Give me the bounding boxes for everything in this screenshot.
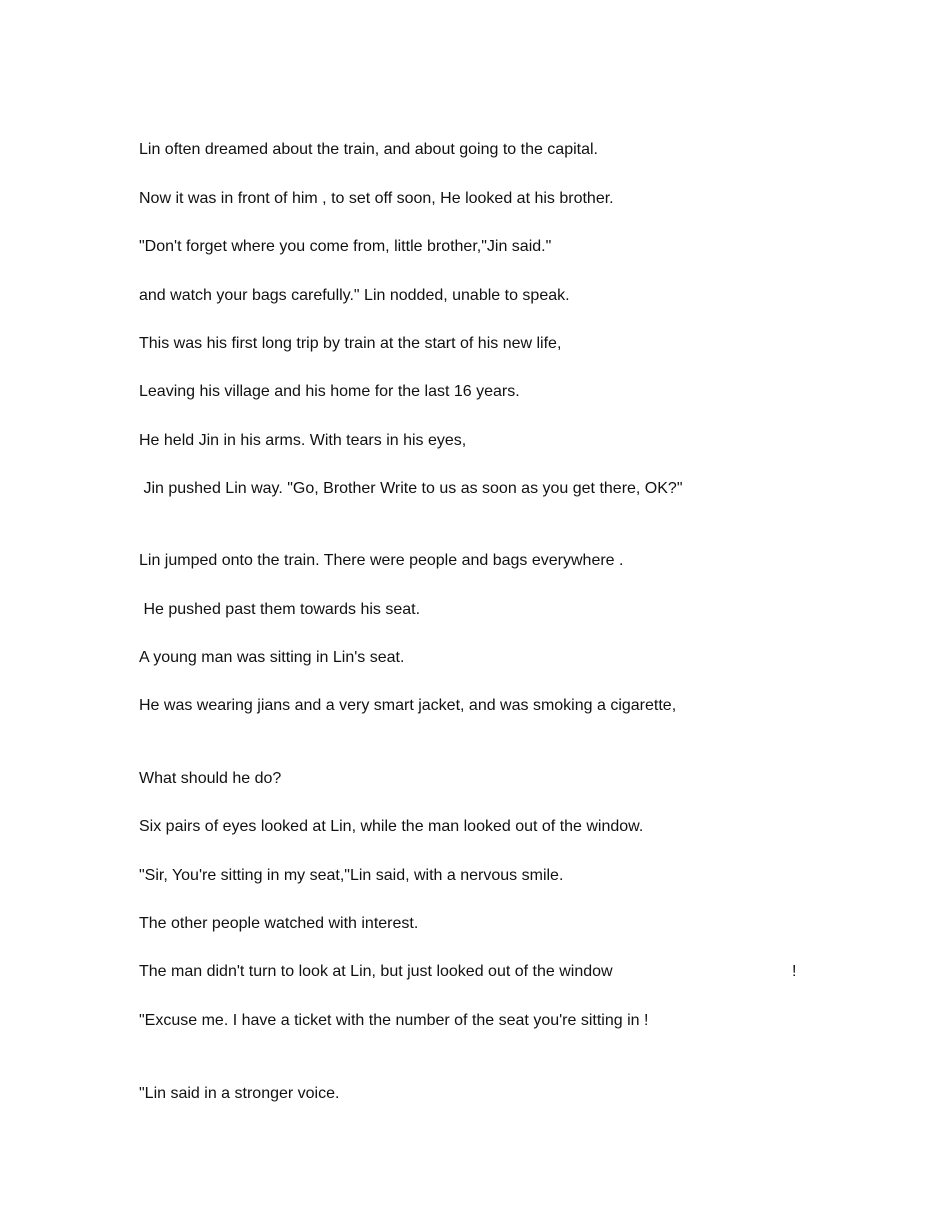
paragraph-9: Lin jumped onto the train. There were people and bags everywhere . bbox=[139, 552, 624, 569]
paragraph-15: "Sir, You're sitting in my seat,"Lin said, with a nervous smile. bbox=[139, 867, 564, 884]
paragraph-13: What should he do? bbox=[139, 770, 282, 787]
paragraph-19: "Lin said in a stronger voice. bbox=[139, 1085, 340, 1102]
paragraph-3: "Don't forget where you come from, little brother,"Jin said." bbox=[139, 238, 552, 255]
paragraph-10: He pushed past them towards his seat. bbox=[139, 601, 421, 618]
paragraph-6: Leaving his village and his home for the last 16 years. bbox=[139, 383, 520, 400]
paragraph-14: Six pairs of eyes looked at Lin, while the man looked out of the window. bbox=[139, 818, 644, 835]
paragraph-11: A young man was sitting in Lin's seat. bbox=[139, 649, 405, 666]
paragraph-12: He was wearing jians and a very smart jacket, and was smoking a cigarette, bbox=[139, 697, 677, 714]
paragraph-2: Now it was in front of him , to set off soon, He looked at his brother. bbox=[139, 190, 614, 207]
paragraph-16: The other people watched with interest. bbox=[139, 915, 419, 932]
paragraph-5: This was his first long trip by train at the start of his new life, bbox=[139, 335, 562, 352]
paragraph-18: "Excuse me. I have a ticket with the number of the seat you're sitting in ! bbox=[139, 1012, 649, 1029]
paragraph-17: The man didn't turn to look at Lin, but just looked out of the window bbox=[139, 963, 613, 980]
paragraph-4: and watch your bags carefully." Lin nodded, unable to speak. bbox=[139, 287, 570, 304]
trailing-exclamation: ! bbox=[792, 963, 797, 980]
paragraph-8: Jin pushed Lin way. "Go, Brother Write to us as soon as you get there, OK?" bbox=[139, 480, 683, 497]
paragraph-1: Lin often dreamed about the train, and about going to the capital. bbox=[139, 141, 598, 158]
paragraph-7: He held Jin in his arms. With tears in his eyes, bbox=[139, 432, 467, 449]
